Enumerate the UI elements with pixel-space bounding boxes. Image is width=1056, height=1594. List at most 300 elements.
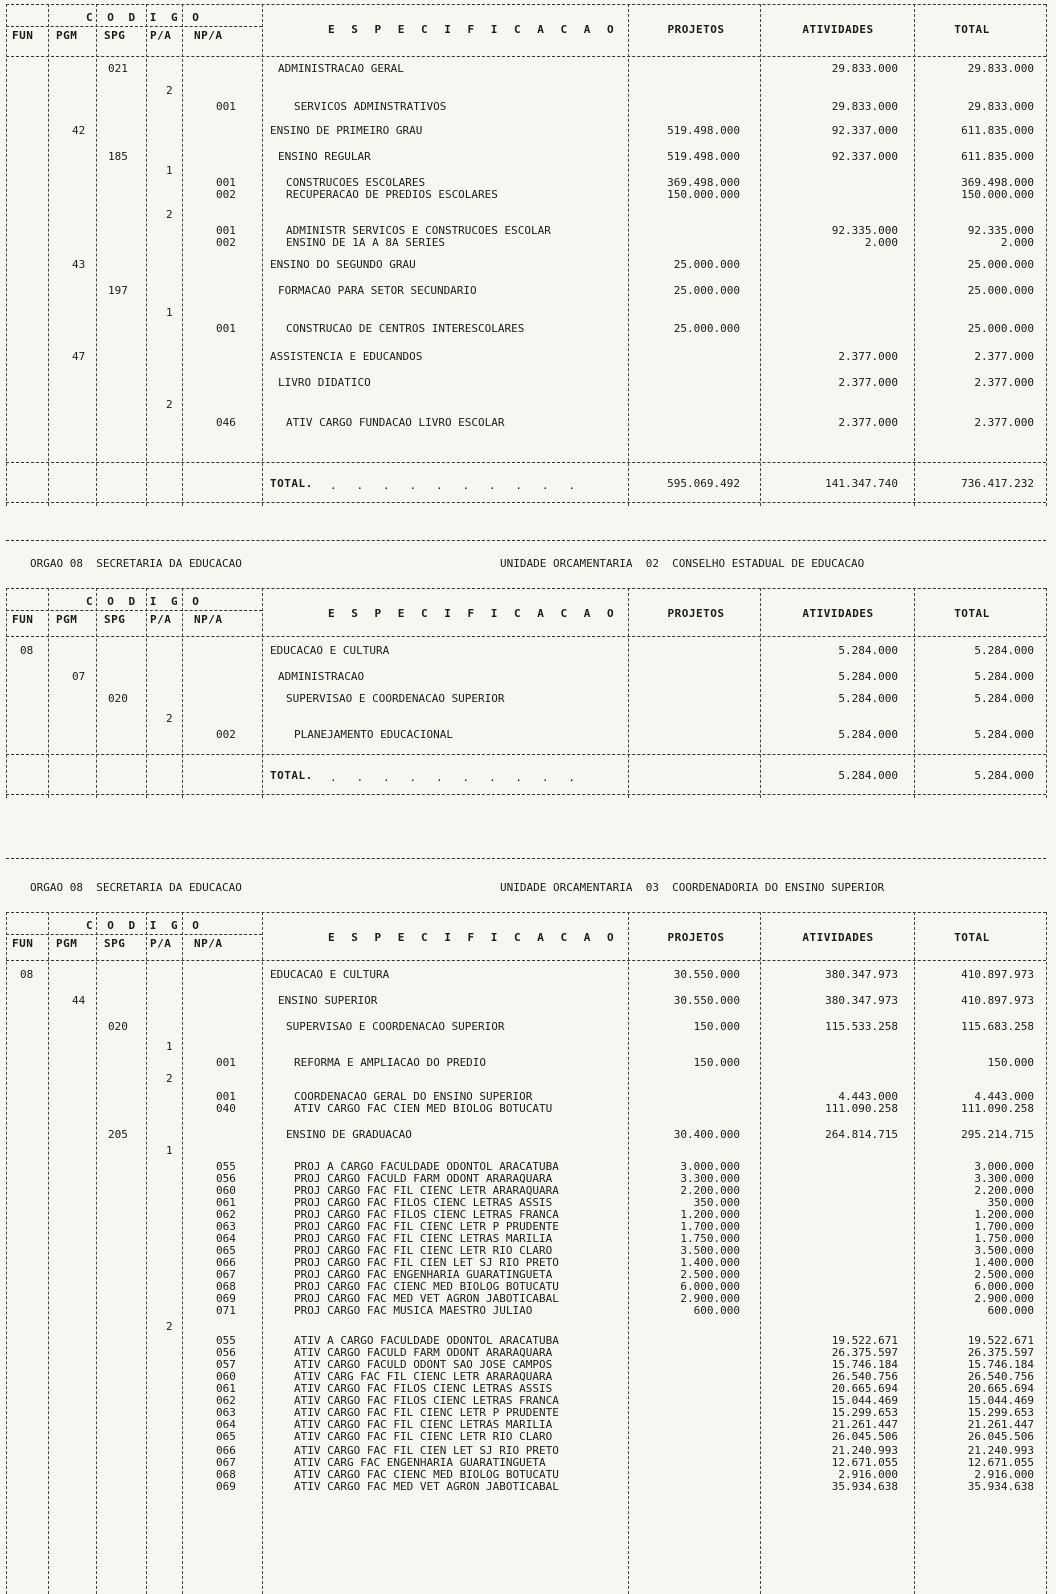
column-rule <box>146 4 147 506</box>
atividades-header: ATIVIDADES <box>802 607 874 620</box>
pgm-code: 47 <box>72 350 86 363</box>
total-value: 26.540.756 <box>967 1370 1034 1383</box>
projetos-header: PROJETOS <box>667 607 725 620</box>
total-value: 6.000.000 <box>974 1280 1034 1293</box>
atividades-value: 21.261.447 <box>831 1418 898 1431</box>
total-total-value: 5.284.000 <box>974 769 1034 782</box>
especificacao-text: ASSISTENCIA E EDUCANDOS <box>270 350 423 363</box>
atividades-value: 2.377.000 <box>838 350 898 363</box>
pgm-header: PGM <box>56 29 78 42</box>
npa-code: 060 <box>216 1370 236 1383</box>
atividades-value: 26.375.597 <box>831 1346 898 1359</box>
npa-code: 002 <box>216 728 236 741</box>
total-value: 2.200.000 <box>974 1184 1034 1197</box>
table-row <box>0 1320 1056 1333</box>
dashed-rule <box>6 26 262 27</box>
especificacao-text: ATIV CARG FAC FIL CIENC LETR ARARAQUARA <box>294 1370 553 1383</box>
total-value: 1.200.000 <box>974 1208 1034 1221</box>
atividades-value: 264.814.715 <box>825 1128 898 1141</box>
especificacao-text: ATIV CARGO FAC CIENC MED BIOLOG BOTUCATU <box>294 1468 559 1481</box>
atividades-value: 19.522.671 <box>831 1334 898 1347</box>
total-value: 150.000.000 <box>961 188 1034 201</box>
atividades-value: 5.284.000 <box>838 692 898 705</box>
total-value: 2.916.000 <box>974 1468 1034 1481</box>
atividades-value: 20.665.694 <box>831 1382 898 1395</box>
dashed-rule <box>6 502 1046 503</box>
especificacao-text: PROJ CARGO FAC FILOS CIENC LETRAS FRANCA <box>294 1208 559 1221</box>
npa-code: 060 <box>216 1184 236 1197</box>
total-row-label: TOTAL. <box>270 477 313 490</box>
total-value: 3.300.000 <box>974 1172 1034 1185</box>
pa-header: P/A <box>150 29 172 42</box>
pa-code: 1 <box>166 164 173 177</box>
total-value: 2.377.000 <box>974 350 1034 363</box>
atividades-value: 2.916.000 <box>838 1468 898 1481</box>
dashed-rule <box>6 858 1046 859</box>
npa-code: 055 <box>216 1334 236 1347</box>
especificacao-text: PROJ CARGO FAC FIL CIENC LETR RIO CLARO <box>294 1244 553 1257</box>
dashed-rule <box>6 588 1046 589</box>
especificacao-text: EDUCACAO E CULTURA <box>270 644 390 657</box>
total-projetos-value: 595.069.492 <box>667 477 740 490</box>
especificacao-text: ENSINO SUPERIOR <box>278 994 378 1007</box>
total-atividades-value: 141.347.740 <box>825 477 898 490</box>
pa-code: 2 <box>166 712 173 725</box>
projetos-value: 2.500.000 <box>680 1268 740 1281</box>
total-value: 21.261.447 <box>967 1418 1034 1431</box>
dashed-rule <box>6 960 1046 961</box>
pa-header: P/A <box>150 613 172 626</box>
total-total-value: 736.417.232 <box>961 477 1034 490</box>
especificacao-text: PROJ CARGO FAC FIL CIENC LETRAS MARILIA <box>294 1232 553 1245</box>
total-value: 25.000.000 <box>967 322 1034 335</box>
atividades-value: 5.284.000 <box>838 670 898 683</box>
especificacao-text: PROJ CARGO FAC FIL CIENC LETR ARARAQUARA <box>294 1184 559 1197</box>
total-value: 2.500.000 <box>974 1268 1034 1281</box>
pgm-header: PGM <box>56 613 78 626</box>
atividades-value: 2.000 <box>864 236 898 249</box>
total-value: 19.522.671 <box>967 1334 1034 1347</box>
fun-header: FUN <box>12 613 34 626</box>
npa-code: 067 <box>216 1456 236 1469</box>
especificacao-header: E S P E C I F I C A C A O <box>328 607 619 620</box>
pgm-code: 07 <box>72 670 86 683</box>
projetos-value: 369.498.000 <box>667 176 740 189</box>
fun-code: 08 <box>20 644 34 657</box>
especificacao-text: ADMINISTRACAO <box>278 670 365 683</box>
npa-code: 069 <box>216 1292 236 1305</box>
column-rule <box>628 4 629 506</box>
npa-code: 068 <box>216 1468 236 1481</box>
projetos-header: PROJETOS <box>667 931 725 944</box>
spg-code: 205 <box>108 1128 128 1141</box>
npa-header: NP/A <box>194 29 223 42</box>
npa-code: 063 <box>216 1220 236 1233</box>
total-value: 12.671.055 <box>967 1456 1034 1469</box>
especificacao-text: PROJ CARGO FAC MED VET AGRON JABOTICABAL <box>294 1292 559 1305</box>
especificacao-text: ATIV CARG FAC ENGENHARIA GUARATINGUETA <box>294 1456 546 1469</box>
especificacao-text: PROJ CARGO FACULD FARM ODONT ARARAQUARA <box>294 1172 553 1185</box>
especificacao-text: COORDENACAO GERAL DO ENSINO SUPERIOR <box>294 1090 533 1103</box>
atividades-value: 15.746.184 <box>831 1358 898 1371</box>
npa-code: 066 <box>216 1256 236 1269</box>
dashed-rule <box>6 4 1046 5</box>
table-row <box>0 1056 1056 1069</box>
projetos-value: 350.000 <box>693 1196 740 1209</box>
table-row <box>0 994 1056 1007</box>
spg-code: 185 <box>108 150 128 163</box>
npa-code: 068 <box>216 1280 236 1293</box>
total-value: 1.750.000 <box>974 1232 1034 1245</box>
especificacao-text: ENSINO REGULAR <box>278 150 371 163</box>
total-value: 20.665.694 <box>967 1382 1034 1395</box>
fun-header: FUN <box>12 29 34 42</box>
atividades-value: 21.240.993 <box>831 1444 898 1457</box>
npa-code: 064 <box>216 1418 236 1431</box>
atividades-value: 29.833.000 <box>831 100 898 113</box>
especificacao-text: FORMACAO PARA SETOR SECUNDARIO <box>278 284 477 297</box>
npa-code: 001 <box>216 1056 236 1069</box>
especificacao-text: ATIV CARGO FAC FIL CIENC LETR RIO CLARO <box>294 1430 553 1443</box>
npa-code: 056 <box>216 1346 236 1359</box>
npa-code: 063 <box>216 1406 236 1419</box>
dashed-rule <box>6 56 1046 57</box>
pa-code: 1 <box>166 1144 173 1157</box>
unidade-orcamentaria-label: UNIDADE ORCAMENTARIA 02 CONSELHO ESTADUAL DE EDUCACAO <box>500 557 865 570</box>
npa-code: 002 <box>216 236 236 249</box>
spg-code: 020 <box>108 1020 128 1033</box>
projetos-value: 1.400.000 <box>680 1256 740 1269</box>
total-value: 29.833.000 <box>967 100 1034 113</box>
total-value: 611.835.000 <box>961 124 1034 137</box>
atividades-value: 92.337.000 <box>831 124 898 137</box>
table-row <box>0 692 1056 705</box>
npa-code: 001 <box>216 322 236 335</box>
projetos-header: PROJETOS <box>667 23 725 36</box>
total-value: 5.284.000 <box>974 728 1034 741</box>
projetos-value: 1.700.000 <box>680 1220 740 1233</box>
especificacao-text: ENSINO DE PRIMEIRO GRAU <box>270 124 423 137</box>
especificacao-text: PROJ CARGO FAC MUSICA MAESTRO JULIAO <box>294 1304 533 1317</box>
table-row <box>0 376 1056 389</box>
projetos-value: 2.200.000 <box>680 1184 740 1197</box>
total-value: 115.683.258 <box>961 1020 1034 1033</box>
atividades-value: 5.284.000 <box>838 728 898 741</box>
especificacao-text: ATIV CARGO FAC FIL CIENC LETRAS MARILIA <box>294 1418 553 1431</box>
projetos-value: 1.200.000 <box>680 1208 740 1221</box>
pa-code: 2 <box>166 1072 173 1085</box>
pgm-code: 44 <box>72 994 86 1007</box>
atividades-value: 29.833.000 <box>831 62 898 75</box>
npa-code: 069 <box>216 1480 236 1493</box>
column-rule <box>1046 4 1047 506</box>
especificacao-text: PLANEJAMENTO EDUCACIONAL <box>294 728 453 741</box>
especificacao-text: ENSINO DE 1A A 8A SERIES <box>286 236 445 249</box>
dashed-rule <box>6 462 1046 463</box>
total-value: 410.897.973 <box>961 968 1034 981</box>
total-value: 111.090.258 <box>961 1102 1034 1115</box>
especificacao-text: ADMINISTRACAO GERAL <box>278 62 404 75</box>
table-row <box>0 1020 1056 1033</box>
especificacao-header: E S P E C I F I C A C A O <box>328 23 619 36</box>
section-s2 <box>0 540 1056 798</box>
atividades-value: 15.044.469 <box>831 1394 898 1407</box>
atividades-value: 4.443.000 <box>838 1090 898 1103</box>
total-value: 25.000.000 <box>967 284 1034 297</box>
especificacao-text: ATIV CARGO FAC FIL CIENC LETR P PRUDENTE <box>294 1406 559 1419</box>
npa-code: 055 <box>216 1160 236 1173</box>
atividades-value: 380.347.973 <box>825 994 898 1007</box>
table-row <box>0 1430 1056 1443</box>
npa-header: NP/A <box>194 937 223 950</box>
table-row <box>0 100 1056 113</box>
table-row <box>0 398 1056 411</box>
projetos-value: 150.000.000 <box>667 188 740 201</box>
total-value: 26.045.506 <box>967 1430 1034 1443</box>
pgm-code: 42 <box>72 124 86 137</box>
total-value: 35.934.638 <box>967 1480 1034 1493</box>
dashed-rule <box>6 912 1046 913</box>
fun-header: FUN <box>12 937 34 950</box>
especificacao-text: ATIV CARGO FAC FIL CIEN LET SJ RIO PRETO <box>294 1444 559 1457</box>
total-value: 4.443.000 <box>974 1090 1034 1103</box>
total-value: 369.498.000 <box>961 176 1034 189</box>
total-value: 295.214.715 <box>961 1128 1034 1141</box>
atividades-value: 35.934.638 <box>831 1480 898 1493</box>
dashed-rule <box>6 934 262 935</box>
table-row <box>0 728 1056 741</box>
projetos-value: 25.000.000 <box>673 258 740 271</box>
column-rule <box>96 4 97 506</box>
especificacao-text: SERVICOS ADMINSTRATIVOS <box>294 100 447 113</box>
section-s1 <box>0 4 1056 506</box>
total-value: 600.000 <box>987 1304 1034 1317</box>
atividades-value: 2.377.000 <box>838 376 898 389</box>
column-rule <box>914 4 915 506</box>
especificacao-text: ATIV CARGO FUNDACAO LIVRO ESCOLAR <box>286 416 505 429</box>
atividades-value: 111.090.258 <box>825 1102 898 1115</box>
table-row <box>0 306 1056 319</box>
projetos-value: 30.550.000 <box>673 968 740 981</box>
npa-header: NP/A <box>194 613 223 626</box>
especificacao-text: PROJ CARGO FAC FIL CIEN LET SJ RIO PRETO <box>294 1256 559 1269</box>
total-value: 2.900.000 <box>974 1292 1034 1305</box>
pa-code: 2 <box>166 208 173 221</box>
total-value: 2.377.000 <box>974 416 1034 429</box>
especificacao-text: CONSTRUCAO DE CENTROS INTERESCOLARES <box>286 322 525 335</box>
total-value: 21.240.993 <box>967 1444 1034 1457</box>
projetos-value: 2.900.000 <box>680 1292 740 1305</box>
total-value: 25.000.000 <box>967 258 1034 271</box>
table-row <box>0 188 1056 201</box>
pgm-code: 43 <box>72 258 86 271</box>
codigo-header: C O D I G O <box>86 919 203 932</box>
especificacao-text: EDUCACAO E CULTURA <box>270 968 390 981</box>
total-header: TOTAL <box>954 931 990 944</box>
total-value: 3.500.000 <box>974 1244 1034 1257</box>
total-value: 5.284.000 <box>974 644 1034 657</box>
atividades-value: 12.671.055 <box>831 1456 898 1469</box>
projetos-value: 25.000.000 <box>673 284 740 297</box>
total-value: 92.335.000 <box>967 224 1034 237</box>
table-row <box>0 284 1056 297</box>
especificacao-text: PROJ A CARGO FACULDADE ODONTOL ARACATUBA <box>294 1160 559 1173</box>
especificacao-text: ADMINISTR SERVICOS E CONSTRUCOES ESCOLAR <box>286 224 551 237</box>
atividades-value: 5.284.000 <box>838 644 898 657</box>
column-rule <box>262 4 263 506</box>
especificacao-text: PROJ CARGO FAC ENGENHARIA GUARATINGUETA <box>294 1268 553 1281</box>
npa-code: 040 <box>216 1102 236 1115</box>
projetos-value: 3.000.000 <box>680 1160 740 1173</box>
atividades-value: 380.347.973 <box>825 968 898 981</box>
total-value: 1.400.000 <box>974 1256 1034 1269</box>
projetos-value: 519.498.000 <box>667 150 740 163</box>
table-row <box>0 258 1056 271</box>
atividades-header: ATIVIDADES <box>802 23 874 36</box>
projetos-value: 6.000.000 <box>680 1280 740 1293</box>
npa-code: 066 <box>216 1444 236 1457</box>
column-rule <box>182 4 183 506</box>
especificacao-text: ENSINO DE GRADUACAO <box>286 1128 412 1141</box>
total-header: TOTAL <box>954 23 990 36</box>
table-row <box>0 1480 1056 1493</box>
atividades-value: 26.540.756 <box>831 1370 898 1383</box>
especificacao-text: ATIV CARGO FAC CIEN MED BIOLOG BOTUCATU <box>294 1102 553 1115</box>
total-value: 15.746.184 <box>967 1358 1034 1371</box>
table-row <box>0 1102 1056 1115</box>
especificacao-text: CONSTRUCOES ESCOLARES <box>286 176 426 189</box>
table-row <box>0 712 1056 725</box>
pa-code: 1 <box>166 306 173 319</box>
table-row <box>0 670 1056 683</box>
projetos-value: 150.000 <box>693 1056 740 1069</box>
table-row <box>0 968 1056 981</box>
especificacao-text: PROJ CARGO FAC FIL CIENC LETR P PRUDENTE <box>294 1220 559 1233</box>
dashed-rule <box>6 540 1046 541</box>
npa-code: 001 <box>216 224 236 237</box>
table-row <box>0 350 1056 363</box>
table-row <box>0 208 1056 221</box>
total-header: TOTAL <box>954 607 990 620</box>
atividades-value: 92.335.000 <box>831 224 898 237</box>
atividades-value: 26.045.506 <box>831 1430 898 1443</box>
total-value: 150.000 <box>987 1056 1034 1069</box>
total-value: 2.000 <box>1000 236 1034 249</box>
pa-code: 1 <box>166 1040 173 1053</box>
npa-code: 065 <box>216 1244 236 1257</box>
pa-code: 2 <box>166 398 173 411</box>
total-value: 5.284.000 <box>974 692 1034 705</box>
total-row-dots: . . . . . . . . . . <box>330 771 576 784</box>
atividades-value: 2.377.000 <box>838 416 898 429</box>
dashed-rule <box>6 754 1046 755</box>
especificacao-text: RECUPERACAO DE PREDIOS ESCOLARES <box>286 188 498 201</box>
npa-code: 061 <box>216 1382 236 1395</box>
spg-header: SPG <box>104 937 126 950</box>
pa-code: 2 <box>166 1320 173 1333</box>
spg-code: 020 <box>108 692 128 705</box>
table-row <box>0 236 1056 249</box>
table-row <box>0 322 1056 335</box>
projetos-value: 1.750.000 <box>680 1232 740 1245</box>
npa-code: 071 <box>216 1304 236 1317</box>
especificacao-text: REFORMA E AMPLIACAO DO PREDIO <box>294 1056 487 1069</box>
especificacao-text: ATIV CARGO FAC MED VET AGRON JABOTICABAL <box>294 1480 559 1493</box>
unidade-orcamentaria-label: UNIDADE ORCAMENTARIA 03 COORDENADORIA DO ENSINO SUPERIOR <box>500 881 885 894</box>
column-rule <box>6 4 7 506</box>
npa-code: 062 <box>216 1208 236 1221</box>
table-row <box>0 1072 1056 1085</box>
especificacao-text: ATIV CARGO FACULD FARM ODONT ARARAQUARA <box>294 1346 553 1359</box>
section-s3 <box>0 858 1056 1594</box>
column-rule <box>760 4 761 506</box>
atividades-value: 15.299.653 <box>831 1406 898 1419</box>
especificacao-text: SUPERVISAO E COORDENACAO SUPERIOR <box>286 692 505 705</box>
spg-code: 021 <box>108 62 128 75</box>
table-row <box>0 416 1056 429</box>
atividades-value: 92.337.000 <box>831 150 898 163</box>
table-row <box>0 644 1056 657</box>
total-row-dots: . . . . . . . . . . <box>330 479 576 492</box>
total-atividades-value: 5.284.000 <box>838 769 898 782</box>
dashed-rule <box>6 794 1046 795</box>
pa-header: P/A <box>150 937 172 950</box>
atividades-header: ATIVIDADES <box>802 931 874 944</box>
table-row <box>0 1304 1056 1317</box>
atividades-value: 115.533.258 <box>825 1020 898 1033</box>
especificacao-text: ENSINO DO SEGUNDO GRAU <box>270 258 416 271</box>
especificacao-text: LIVRO DIDATICO <box>278 376 371 389</box>
projetos-value: 600.000 <box>693 1304 740 1317</box>
especificacao-text: SUPERVISAO E COORDENACAO SUPERIOR <box>286 1020 505 1033</box>
projetos-value: 3.500.000 <box>680 1244 740 1257</box>
table-row <box>0 124 1056 137</box>
especificacao-text: PROJ CARGO FAC FILOS CIENC LETRAS ASSIS <box>294 1196 553 1209</box>
spg-header: SPG <box>104 29 126 42</box>
orgao-label: ORGAO 08 SECRETARIA DA EDUCACAO <box>30 557 242 570</box>
npa-code: 001 <box>216 100 236 113</box>
dashed-rule <box>6 610 262 611</box>
fun-code: 08 <box>20 968 34 981</box>
especificacao-header: E S P E C I F I C A C A O <box>328 931 619 944</box>
spg-code: 197 <box>108 284 128 297</box>
total-value: 29.833.000 <box>967 62 1034 75</box>
especificacao-text: ATIV CARGO FAC FILOS CIENC LETRAS ASSIS <box>294 1382 553 1395</box>
npa-code: 067 <box>216 1268 236 1281</box>
table-row <box>0 1128 1056 1141</box>
npa-code: 002 <box>216 188 236 201</box>
projetos-value: 30.550.000 <box>673 994 740 1007</box>
especificacao-text: ATIV CARGO FAC FILOS CIENC LETRAS FRANCA <box>294 1394 559 1407</box>
npa-code: 065 <box>216 1430 236 1443</box>
total-value: 15.299.653 <box>967 1406 1034 1419</box>
table-row <box>0 1144 1056 1157</box>
total-value: 350.000 <box>987 1196 1034 1209</box>
especificacao-text: ATIV CARGO FACULD ODONT SAO JOSE CAMPOS <box>294 1358 553 1371</box>
total-value: 5.284.000 <box>974 670 1034 683</box>
table-row <box>0 62 1056 75</box>
spg-header: SPG <box>104 613 126 626</box>
total-value: 3.000.000 <box>974 1160 1034 1173</box>
projetos-value: 519.498.000 <box>667 124 740 137</box>
orgao-label: ORGAO 08 SECRETARIA DA EDUCACAO <box>30 881 242 894</box>
table-row <box>0 84 1056 97</box>
npa-code: 062 <box>216 1394 236 1407</box>
pa-code: 2 <box>166 84 173 97</box>
projetos-value: 25.000.000 <box>673 322 740 335</box>
npa-code: 064 <box>216 1232 236 1245</box>
total-value: 410.897.973 <box>961 994 1034 1007</box>
